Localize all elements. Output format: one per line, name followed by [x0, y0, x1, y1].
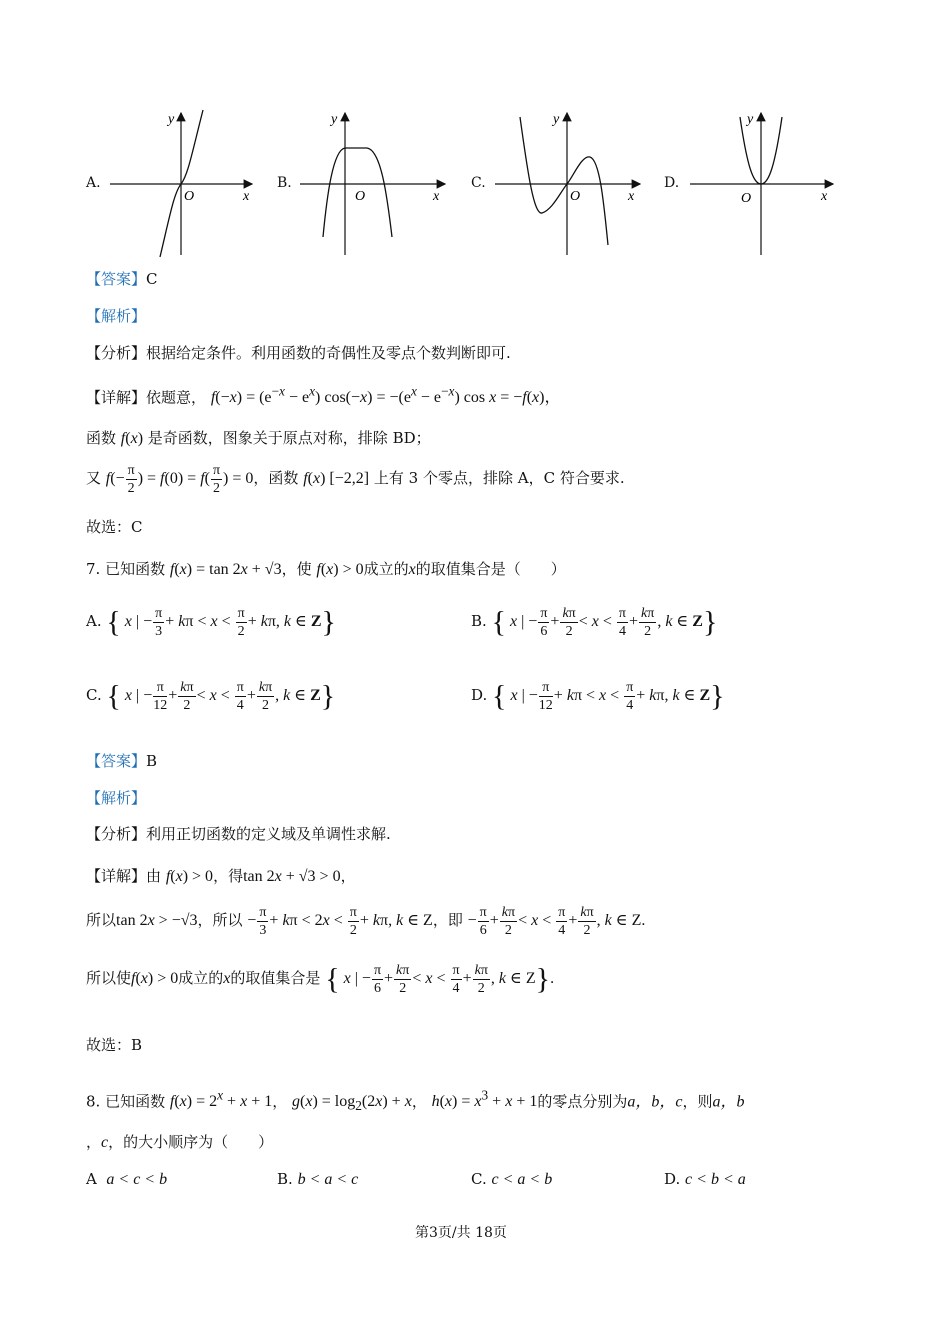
svg-text:O: O [355, 189, 366, 204]
q7-option-d[interactable]: D. { x | − $\frac{\pi}{12}$ + kπ < x < $\frac{\pi}{4}$ + kπ, k ∈ Z} [471, 679, 725, 713]
svg-text:y: y [553, 112, 560, 127]
svg-text:y: y [747, 112, 754, 127]
q8-option-c[interactable]: C. c < a < b [471, 1170, 553, 1188]
q7-detail-1: 【详解】由 f(x) > 0，得tan 2x + √3 > 0， [86, 867, 356, 885]
q7-stem: 7. 已知函数 f(x) = tan 2x + √3，使 f(x) > 0成立的x的取值集合是（ ） [86, 560, 566, 578]
q7-answer: 【答案】B [86, 752, 158, 770]
q6-jiexi-tag: 【解析】 [86, 307, 147, 325]
graph-label-b: B. [277, 175, 292, 191]
q7-option-b[interactable]: B. { x | − $\frac{\pi}{6}$ + $\frac{k\pi}{2}$ < x < $\frac{\pi}{4}$ + $\frac{k\pi}{2}$ , k ∈ Z} [471, 605, 718, 639]
svg-text:x: x [433, 189, 440, 204]
graph-label-d: D. [664, 175, 680, 191]
q6-eq1: $f(-x) = (e^{-x} - e^x) \cos(-x) = -(e^x - e^{-x})$ cos x = −f(x)， [210, 384, 561, 407]
q8-stem-line1: 8. 已知函数 $f(x) = 2^x + x + 1$， $g(x) = \log_2(2x) + x$， $h(x) = x^3 + x + 1$的零点分别为a，b，c，则a，b [86, 1088, 745, 1114]
q7-detail-3: 所以使f(x) > 0成立的x的取值集合是 { x | − $\frac{\pi}{6}$ + $\frac{k\pi}{2}$ < x < $\frac{\pi}{4}$ + $\frac{k\pi}{2}$ , k ∈ Z}. [86, 962, 555, 996]
q6-answer: 【答案】C [86, 270, 158, 288]
q6-xiangjie: 【详解】依题意， $f(-x) = (e^{-x} - e^x) \cos(-x) = -(e^x - e^{-x})$ cos x = −f(x)， [86, 384, 561, 407]
graph-label-c: C. [471, 175, 486, 191]
q8-stem-line2: ，c，的大小顺序为（ ） [86, 1133, 274, 1151]
svg-text:O: O [570, 189, 581, 204]
q6-fenxi: 【分析】根据给定条件。利用函数的奇偶性及零点个数判断即可. [86, 344, 511, 362]
svg-text:x: x [821, 189, 828, 204]
svg-text:x: x [628, 189, 635, 204]
q7-option-c[interactable]: C. { x | − $\frac{\pi}{12}$ + $\frac{k\pi}{2}$ < x < $\frac{\pi}{4}$ + $\frac{k\pi}{2}$ , k ∈ Z} [86, 679, 336, 713]
q7-fenxi: 【分析】利用正切函数的定义域及单调性求解. [86, 825, 391, 843]
svg-text:y: y [331, 112, 338, 127]
q7-guxuan: 故选：B [86, 1036, 143, 1054]
graph-c [490, 105, 650, 260]
q6-line3: 又 f(− $\frac{\pi}{2}$ ) = f(0) = f( $\frac{\pi}{2}$ ) = 0，函数 f(x) [−2,2] 上有 3 个零点，排除 A，C 符合要求. [86, 463, 625, 496]
y-label: y [168, 112, 175, 127]
page-footer: 第3页/共 18页 [415, 1225, 507, 1241]
graph-a [100, 105, 260, 260]
graph-d [685, 105, 845, 260]
graph-label-a: A. [86, 175, 101, 191]
q7-jiexi-tag: 【解析】 [86, 789, 147, 807]
q6-guxuan: 故选：C [86, 518, 143, 536]
x-label: x [243, 189, 250, 204]
q8-option-b[interactable]: B. b < a < c [277, 1170, 359, 1188]
q7-detail-2: 所以tan 2x > −√3，所以 − $\frac{\pi}{3}$ + kπ < 2x < $\frac{\pi}{2}$ + kπ, k ∈ Z，即 − $\frac{\pi}{6}$ + $\frac{k\pi}{2}$ < x < $\frac{\pi}{4}$ + $\frac{k\pi}{2}$ , k ∈ Z. [86, 905, 646, 938]
graph-b [295, 105, 455, 260]
svg-text:O: O [741, 191, 752, 206]
q6-line2: 函数 f(x) 是奇函数，图象关于原点对称，排除 BD； [86, 429, 431, 447]
origin-label: O [184, 189, 195, 204]
q8-option-a[interactable]: A a < c < b [86, 1170, 168, 1188]
q8-option-d[interactable]: D. c < b < a [664, 1170, 746, 1188]
q7-option-a[interactable]: A. { x | − $\frac{\pi}{3}$ + kπ < x < $\frac{\pi}{2}$ + kπ, k ∈ Z} [86, 605, 336, 639]
